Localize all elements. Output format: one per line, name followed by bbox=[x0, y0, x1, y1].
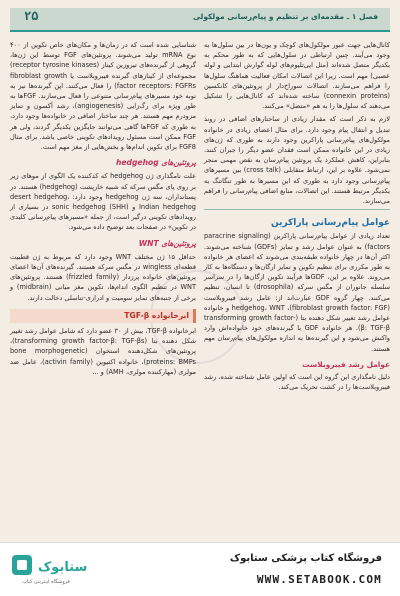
left-column bbox=[10, 40, 196, 530]
paragraph: کانال‌هایی جهت عبور مولکول‌های کوچک و یون‌ها در بین سلول‌ها به وجود می‌آیند. چنین ارتباطی در سلول‌هایی که به طور محکم به یکدیگر متصل شده‌اند (مثل اپی‌تلیوم‌های لوله گوارش ابتدایی و لوله عصبی) مهم است. زیرا این اتصالات امکان فعالیت هماهنگ سلول‌ها را فراهم می‌سازند. اتصالات سوراخ‌دار از پروتئین‌های کانکسین (connexin proteins) ساخته شده‌اند که کانال‌هایی را تشکیل می‌دهند که سلول‌ها را به هم «متصل» می‌کنند. bbox=[204, 41, 390, 111]
page-number: ۲۵ bbox=[24, 9, 39, 23]
right-column bbox=[204, 40, 390, 540]
page-header bbox=[10, 8, 390, 32]
paragraph: لازم به ذکر است که مقدار زیادی از ساختارهای اضافی در روند تبدیل و انتقال پیام وجود دارد. برای مثال اعضای زیادی در خانواده مولکول‌های پیام‌رسانی پاراکرین وجود دارند به طوری که ژن‌های زیادی در این خانواده ممکن است فقدان عضو دیگر را جبران کنند. بنابراین، کاهش عملکرد یک پروتئین پیام‌رسان به نقص مهمی منجر نمی‌شود. علاوه بر این، ارتباط متقابلی (cross talk) بین مسیرهای پیام‌رسانی وجود دارد به طوری که این مسیرها به طور تنگاتنگ به یکدیگر مرتبط هستند. این اتصالات، منابع اضافی پیام‌رسانی را فراهم می‌سازند. bbox=[204, 115, 390, 206]
logo-mark-icon bbox=[10, 551, 88, 579]
subsection-heading-box: ابرخانواده TGF-β bbox=[10, 309, 196, 323]
shop-name: فروشگاه کتاب پزشکی ستابوک bbox=[229, 553, 382, 564]
paragraph: شناسایی شده است که در زمان‌ها و مکان‌های خاص تکوین از ۴۰۰ نوع mRNA تولید می‌شوند. پروتئین‌های FGF توسط این ژن‌ها، گروهی از گیرنده‌های تیروزین کیناز (receptor tyrosine kinases) مجموعه‌ای از کیناز‌های گیرنده فیبروبلاست یا fibroblast growth factor receptors: FGFRs) را فعال می‌کنند. این گیرنده‌ها نیز به نوبه خود مسیرهای پیام‌رسانی متنوعی را فعال می‌سازند. FGFها به طور ویژه برای رگ‌زایی (angiogenesis)، رشد آکسون و تمایز مزودرم مهم هستند. هر چند ساختار اضافی در خانواده‌ها وجود دارد، به طوری که FGFها گاهی می‌توانند جایگزین یکدیگر گردند، ولی هر FGF ممکن است مسئول رویدادهای تکوینی خاصی باشد. برای مثال FGF8 برای تکوین اندام‌ها و بخش‌هایی از مغز مهم است. bbox=[10, 41, 197, 152]
setabook-logo[interactable] bbox=[10, 551, 88, 591]
shop-url-link[interactable]: WWW.SETABOOK.COM bbox=[256, 573, 382, 586]
paragraph: ابرخانواده TGF-β، بیش از ۳۰ عضو دارد که شامل عوامل رشد تغییر شکل دهنده بتا (transforming growth factor-β: TGF-βs)، پروتئین‌های شکل‌دهنده استخوان (bone morphogenetic proteins: BMPs)، خانواده اکتیوین (activin family)، عامل ضد مولری (مهارکننده مولری، AMH) و ... bbox=[10, 327, 197, 376]
footer-banner bbox=[0, 542, 400, 596]
subsection-heading: پروتئین‌های WNT bbox=[138, 238, 196, 248]
section-heading: عوامل پیام‌رسانی پاراکرین bbox=[270, 218, 390, 229]
subsection-heading: عوامل رشد فیبروبلاست bbox=[302, 359, 390, 369]
subsection-heading: پروتئین‌های hedgehog bbox=[116, 158, 196, 168]
chapter-title: فصل ۱ ـ مقدمه‌ای بر تنظیم و پیام‌رسانی مولکولی bbox=[192, 12, 378, 21]
paragraph: حداقل ۱۵ ژن مختلف WNT وجود دارد که مربوط به ژن قطبیت قطعه‌ای wingless در مگس سرکه هستند. گیرنده‌های آن‌ها اعضای پروتئین‌های خانواده پرزدار (frizzled family) هستند. پروتئین‌های WNT در تنظیم الگوی اندام‌ها، تکوین مغز میانی (midbrain) و برخی از جنبه‌های تمایز سومیت و ادراری-تناسلی دخالت دارند. bbox=[10, 252, 196, 302]
divider bbox=[204, 209, 390, 210]
paragraph: تعداد زیادی از عوامل پیام‌رسانی پاراکرین (paracrine signaling factors) به عنوان عوامل رشد و تمایز (GDFs) شناخته می‌شوند. اکثر آن‌ها در چهار خانواده طبقه‌بندی می‌شوند که اعضای هر خانواده به طور مکرری برای تنظیم تکوین و تمایز ارگان‌ها و دستگاه‌ها به کار می‌روند. علاوه بر این، GDFها فرآیند تکوین ارگان‌ها را در سراسر سلسله جانوران از مگس سرکه (drosophila) تا انسان، تنظیم می‌کنند. چهار گروه GDF عبارت‌اند از: عامل رشد فیبروبلاست (fibroblast growth factor: FGF)، hedgehog، WNT و خانواده عوامل رشد تغییر شکل دهنده بتا (transforming growth factor-β: TGF-β). هر خانواده GDF با گیرنده‌های خود خانواده‌اش وارد واکنش می‌شود و این گیرنده‌ها به اندازه مولکول‌های پیام‌رسان مهم هستند. bbox=[204, 232, 391, 353]
paragraph: دلیل نامگذاری این گروه این است که اولین عامل شناخته شده، رشد فیبروبلاست‌ها را در کشت تحریک می‌کند. bbox=[204, 373, 390, 392]
paragraph: علت نامگذاری ژن hedgehog که کدکننده یک الگوی از موهای زیر بر روی پای مگس سرکه که شبیه خارپشت (hedgehog) هستند. در پستانداران، سه ژن hedgehog وجود دارد: desert hedgehog، Indian hedgehog و sonic hedgehog (SHH) در بسیاری از رویدادهای تکوینی درگیر است، از جمله «مسیرهای پیام‌رسانی کلیدی در تکوین» در صفحات بعد توضیح داده می‌شود. bbox=[10, 172, 197, 232]
logo-text: ستابوک bbox=[38, 560, 88, 575]
logo-subtitle: فروشگاه اینترنتی کتاب bbox=[22, 579, 70, 585]
